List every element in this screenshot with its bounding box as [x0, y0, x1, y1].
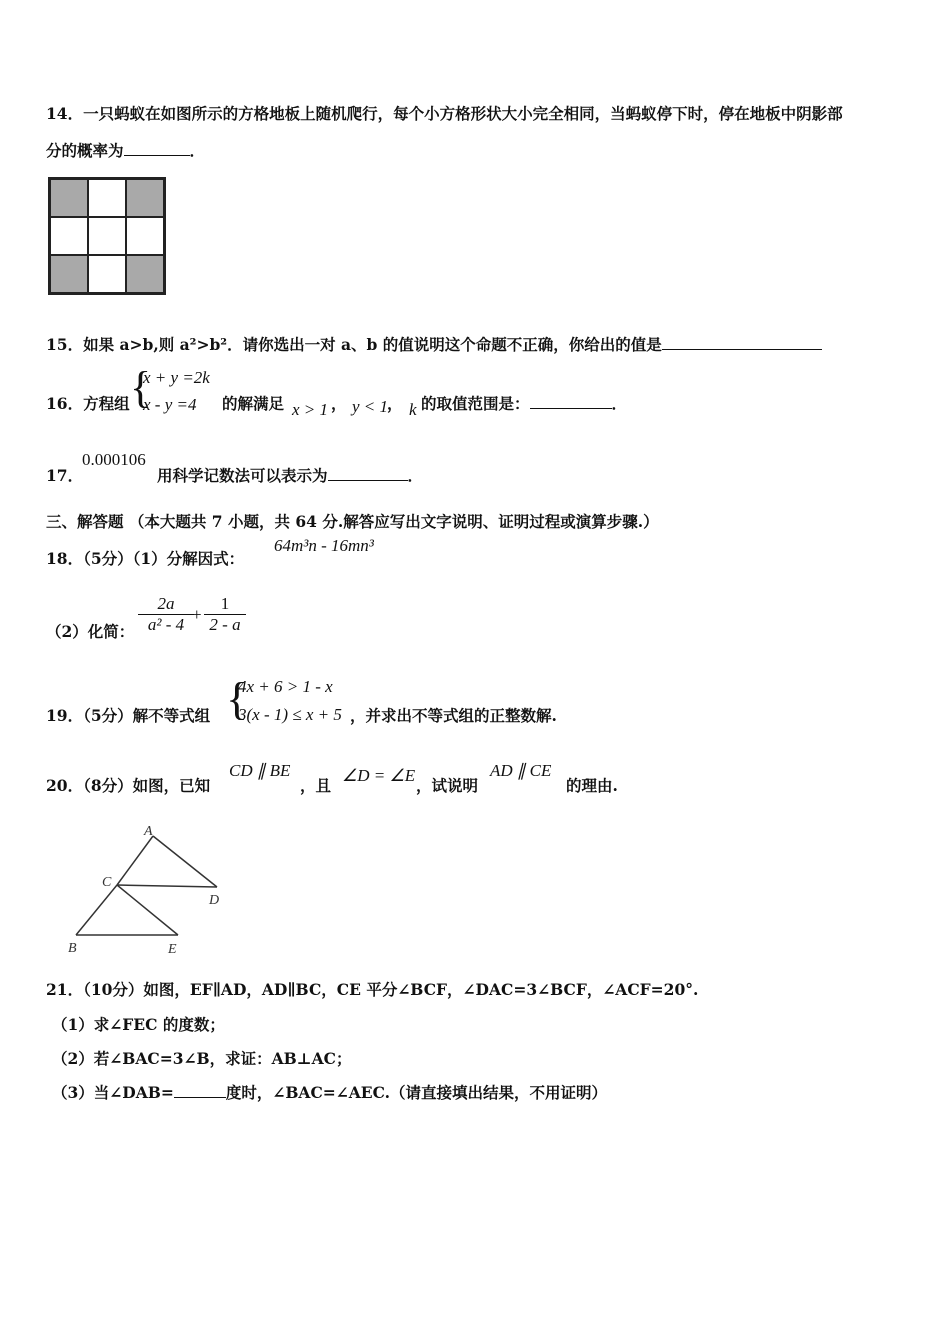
blank-tile: [88, 255, 126, 293]
q20-t3: 的理由.: [566, 776, 618, 795]
answer-blank: [662, 335, 822, 350]
q16-comma2: ，: [387, 394, 403, 413]
q16-line: 16．方程组: [46, 394, 130, 413]
segment-CD: [117, 885, 217, 887]
q16-k: k: [409, 400, 417, 419]
q15-line: 15．如果 a>b,则 a²>b²．请你选出一对 a、b 的值说明这个命题不正确，你给出的值是: [46, 333, 822, 355]
segment-CE: [117, 885, 178, 935]
q17-text: 用科学记数法可以表示为 ．: [157, 466, 424, 485]
fraction-1-denominator: a² - 4: [138, 614, 194, 635]
label-D: D: [209, 893, 220, 908]
q20-math2: ∠D = ∠E: [342, 766, 416, 785]
label-E: E: [168, 942, 177, 957]
fraction-2-denominator: 2 - a: [204, 614, 246, 635]
q18-expr1: 64m³n - 16mn³: [274, 536, 374, 555]
fraction-2: [204, 594, 246, 635]
q20-t1: ，且: [300, 776, 332, 795]
q19-ineq2: 3(x - 1) ≤ x + 5: [238, 705, 342, 724]
blank-tile: [88, 217, 126, 255]
q16-comma1: ，: [331, 394, 347, 413]
segment-AD: [153, 836, 217, 887]
q16-suffix: 的取值范围是： ．: [421, 394, 628, 413]
fraction-1-numerator: 2a: [157, 594, 175, 613]
fraction-2-numerator: 1: [220, 594, 230, 613]
label-B: B: [68, 941, 77, 956]
q14-line1: 14．一只蚂蚁在如图所示的方格地板上随机爬行，每个小方格形状大小完全相同，当蚂蚁停下时，停在地板中阴影部: [46, 104, 843, 123]
q16-cond1: x > 1: [292, 400, 329, 419]
q16-eq2: x - y =4: [143, 395, 197, 414]
segment-CB: [76, 885, 117, 935]
fraction-1: [138, 594, 194, 635]
answer-blank: [328, 466, 408, 481]
answer-blank: [124, 141, 190, 156]
q21-line3: （2）若∠BAC=3∠B，求证：AB⊥AC；: [52, 1049, 352, 1068]
q18-part1: 18．（5分）（1）分解因式：: [46, 549, 245, 568]
section-title: 三、解答题 （本大题共 7 小题，共 64 分.解答应写出文字说明、证明过程或演算步骤.）: [46, 512, 659, 531]
label-C: C: [102, 875, 112, 890]
triangle-figure: [60, 820, 240, 960]
q19-prefix: 19．（5分）解不等式组: [46, 706, 211, 725]
q19-suffix: ，并求出不等式组的正整数解.: [350, 706, 557, 725]
shaded-tile: [126, 179, 164, 217]
answer-blank: [174, 1083, 226, 1098]
q16-mid: 的解满足: [222, 394, 285, 413]
q21-line2: （1）求∠FEC 的度数；: [52, 1015, 225, 1034]
blank-tile: [126, 217, 164, 255]
q16-cond2: y < 1: [352, 397, 389, 416]
q21-line4: （3）当∠DAB= 度时，∠BAC=∠AEC.（请直接填出结果，不用证明）: [52, 1083, 608, 1102]
brace-icon: {: [226, 673, 249, 724]
shaded-tile: [126, 255, 164, 293]
q20-math3: AD ∥ CE: [490, 761, 552, 780]
answer-blank: [530, 394, 612, 409]
blank-tile: [88, 179, 126, 217]
q17-number: 0.000106: [82, 450, 146, 469]
brace-icon: {: [130, 363, 152, 412]
shaded-tile: [50, 255, 88, 293]
q20-prefix: 20．（8分）如图，已知: [46, 776, 211, 795]
q17-prefix: 17．: [46, 466, 84, 485]
q14-line2: 分的概率为 ．: [46, 141, 206, 160]
shaded-tile: [50, 179, 88, 217]
q16-eq1: x + y =2k: [143, 368, 210, 387]
plus-sign: +: [192, 605, 202, 624]
q21-line1: 21．（10分）如图，EF∥AD，AD∥BC，CE 平分∠BCF，∠DAC=3∠BCF，∠ACF=20°.: [46, 980, 699, 999]
tile-grid-figure: [48, 177, 166, 295]
q20-t2: ，试说明: [416, 776, 479, 795]
segment-AC: [117, 836, 153, 885]
q20-math1: CD ∥ BE: [229, 761, 291, 780]
blank-tile: [50, 217, 88, 255]
q19-ineq1: 4x + 6 > 1 - x: [238, 677, 333, 696]
label-A: A: [144, 824, 153, 839]
q18-part2: （2）化简：: [46, 622, 135, 641]
